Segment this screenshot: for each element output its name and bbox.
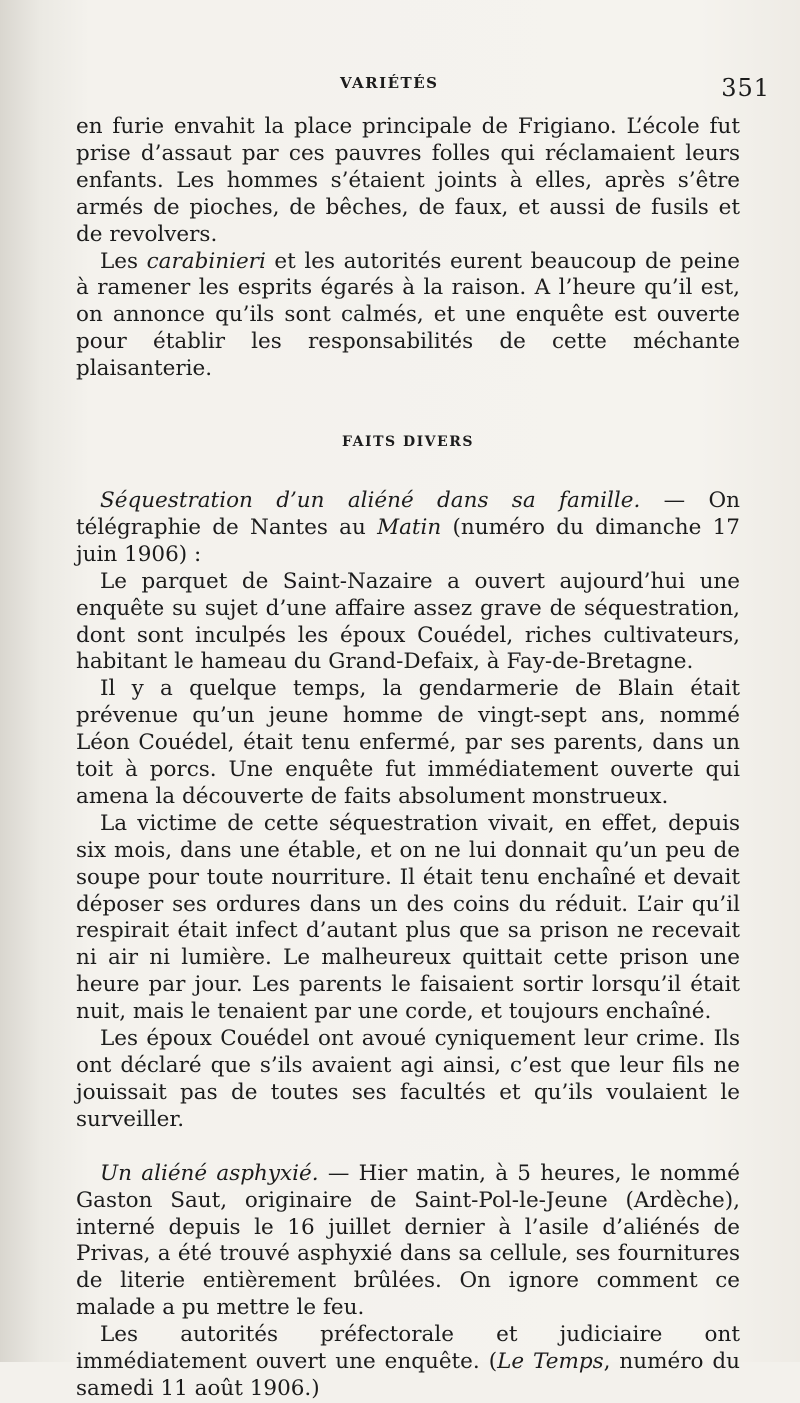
article-intro-text-end: (numéro du dimanche 17 juin 1906) : (76, 514, 740, 567)
article-paragraph-start: Les autorités préfectorale et judiciaire ont immédiatement ouvert une enquête. ( (76, 1322, 740, 1375)
section-heading: FAITS DIVERS (342, 434, 474, 451)
article-title: Un aliéné asphyxié. (100, 1160, 319, 1186)
article-title: Séquestration d’un aliéné dans sa famille. (100, 487, 641, 513)
article-paragraph: Les époux Couédel ont avoué cyniquement leur crime. Ils ont déclaré que s’ils avaient agi ainsi, c’est que leur fils ne jouissait pas de toutes ses facultés et qu’ils voulaient le surveiller. (76, 1026, 740, 1132)
paragraph-continuation: en furie envahit la place principale de Frigiano. L’école fut prise d’assaut par ces pauvres folles qui réclamaient leurs enfants. Les hommes s’étaient joints à elles, après s’être armés de pioches, de bêches, de faux, et aussi de fusils et de revolvers. (76, 114, 740, 247)
article-body: — Hier matin, à 5 heures, le nommé Gaston Saut, originaire de Saint-Pol-le-Jeune (Ardèche), interné depuis le 16 juillet dernier à l’asile d’aliénés de Privas, a été trouvé asphyxié dans sa cellule, ses fournitures de literie entièrement brûlées. On ignore comment ce malade a pu mettre le feu. (76, 1160, 740, 1321)
article-paragraph: Il y a quelque temps, la gendarmerie de Blain était prévenue qu’un jeune homme de vingt-sept ans, nommé Léon Couédel, était tenu enfermé, par ses parents, dans un toit à porcs. Une enquête fut immédiatement ouverte qui amena la découverte de faits absolument monstrueux. (76, 676, 740, 809)
article-intro (76, 1161, 740, 1322)
italic-term: carabinieri (146, 248, 266, 274)
running-head: VARIÉTÉS (340, 74, 439, 92)
paragraph-lead: Les (100, 248, 147, 274)
article-paragraph: La victime de cette séquestration vivait, en effet, depuis six mois, dans une étable, et on ne lui donnait qu’un peu de soupe pour toute nourriture. Il était tenu enchaîné et devait déposer ses ordures dans un des coins du réduit. L’air qu’il respirait était infect d’autant plus que sa prison ne recevait ni air ni lumière. Le malheureux quittait cette prison une heure par jour. Les parents le faisaient sortir lorsqu’il était nuit, mais le tenaient par une corde, et toujours enchaîné. (76, 810, 740, 1025)
page-body (76, 114, 740, 1403)
article-paragraph: Le parquet de Saint-Nazaire a ouvert aujourd’hui une enquête su sujet d’une affaire assez grave de séquestration, dont sont inculpés les époux Couédel, riches cultivateurs, habitant le hameau du Grand-Defaix, à Fay-de-Bretagne. (76, 568, 740, 675)
article-paragraph-end: , numéro du samedi 11 août 1906.) (76, 1349, 740, 1401)
article-intro-text: — On télégraphie de Nantes au (76, 487, 740, 540)
page-number: 351 (721, 74, 770, 102)
newspaper-name: Le Temps (497, 1349, 604, 1375)
newspaper-name: Matin (377, 514, 442, 540)
paragraph-carabinieri (76, 249, 740, 384)
article-paragraph (76, 1322, 740, 1403)
article-intro (76, 488, 740, 569)
spacer (76, 1134, 740, 1161)
paragraph-rest: et les autorités eurent beaucoup de peine à ramener les esprits égarés à la raison. A l’heure qu’il est, on annonce qu’ils sont calmés, et une enquête est ouverte pour établir les responsabilités de cette méchante plaisanterie. (76, 248, 740, 382)
